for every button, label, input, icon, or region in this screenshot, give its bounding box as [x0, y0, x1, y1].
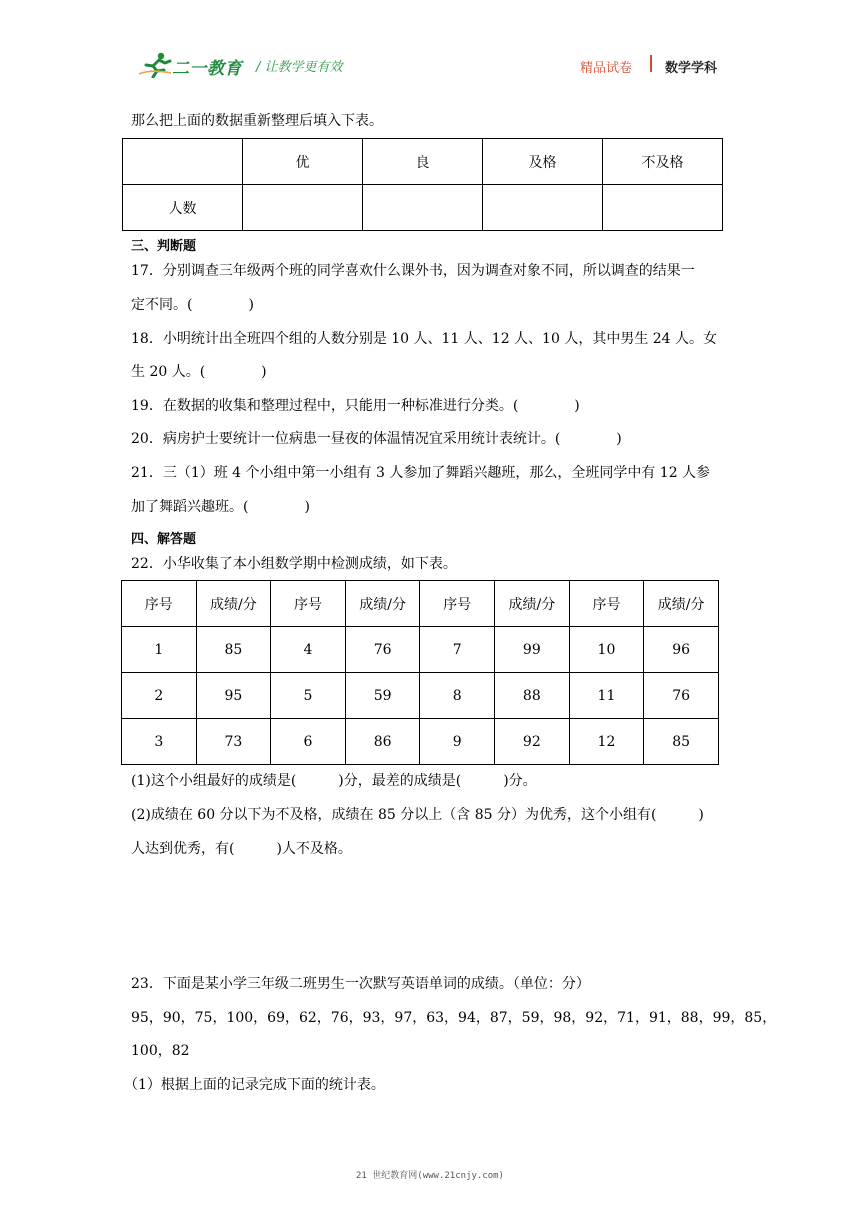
- question-23-scores-line-1: 95，90，75，100，69，62，76，93，97，63，94，87，59，98，92，71，91，88，99，85，: [131, 1010, 777, 1026]
- table-cell: 12: [569, 719, 644, 765]
- table-cell: 7: [420, 627, 495, 673]
- table-cell: 5: [271, 673, 346, 719]
- question-18-line-2: 生 20 人。( ): [131, 364, 267, 380]
- question-20: 20．病房护士要统计一位病患一昼夜的体温情况宜采用统计表统计。( ): [131, 431, 622, 447]
- page-footer: 21 世纪教育网(www.21cnjy.com): [356, 1171, 504, 1181]
- grade-summary-table: [122, 138, 723, 231]
- table-cell: 2: [122, 673, 197, 719]
- question-22-part-1: (1)这个小组最好的成绩是( )分，最差的成绩是( )分。: [131, 773, 537, 789]
- table-row-label: 人数: [123, 185, 243, 231]
- section-title-answers: 四、解答题: [131, 532, 197, 547]
- table-cell: 85: [196, 627, 271, 673]
- table-header-cell: 及格: [483, 139, 603, 185]
- table-cell: 88: [495, 673, 570, 719]
- section-title-judgement: 三、判断题: [131, 239, 197, 254]
- answer-cell[interactable]: [483, 185, 603, 231]
- answer-cell[interactable]: [243, 185, 363, 231]
- table-cell: 6: [271, 719, 346, 765]
- table-cell: 10: [569, 627, 644, 673]
- table-header-cell: 序号: [420, 581, 495, 627]
- question-23-intro: 23．下面是某小学三年级二班男生一次默写英语单词的成绩。（单位：分）: [131, 976, 590, 992]
- question-19: 19．在数据的收集和整理过程中，只能用一种标准进行分类。( ): [131, 398, 580, 414]
- table-cell: 76: [345, 627, 420, 673]
- table-cell: 8: [420, 673, 495, 719]
- header-tag-subject: 数学学科: [665, 61, 718, 76]
- question-22-part-2-line-1: (2)成绩在 60 分以下为不及格，成绩在 85 分以上（含 85 分）为优秀，这个小组有( ): [131, 807, 704, 823]
- table-cell: 99: [495, 627, 570, 673]
- question-18-line-1: 18．小明统计出全班四个组的人数分别是 10 人、11 人、12 人、10 人，其中男生 24 人。女: [131, 331, 718, 347]
- table-cell: 96: [644, 627, 719, 673]
- table-cell: 1: [122, 627, 197, 673]
- table-cell: 76: [644, 673, 719, 719]
- table-row: [123, 139, 723, 185]
- question-23-part-1: （1）根据上面的记录完成下面的统计表。: [124, 1077, 385, 1093]
- table-cell: 73: [196, 719, 271, 765]
- question-17-line-2: 定不同。( ): [131, 297, 254, 313]
- table-cell: 9: [420, 719, 495, 765]
- table-header-cell: 序号: [271, 581, 346, 627]
- table-row: [123, 185, 723, 231]
- table-row: [122, 627, 719, 673]
- question-17-line-1: 17．分别调查三年级两个班的同学喜欢什么课外书，因为调查对象不同，所以调查的结果一: [131, 263, 695, 279]
- table-cell: 59: [345, 673, 420, 719]
- runner-logo-icon: [137, 52, 173, 78]
- answer-cell[interactable]: [603, 185, 723, 231]
- logo-text: 二一教育: [172, 59, 242, 79]
- question-21-line-1: 21．三（1）班 4 个小组中第一小组有 3 人参加了舞蹈兴趣班，那么，全班同学中有 12 人参: [131, 465, 711, 481]
- question-22-part-2-line-2: 人达到优秀，有( )人不及格。: [131, 841, 352, 857]
- table-cell: 86: [345, 719, 420, 765]
- table-row: [122, 719, 719, 765]
- table-header-cell: [123, 139, 243, 185]
- table-cell: 4: [271, 627, 346, 673]
- table-cell: 3: [122, 719, 197, 765]
- question-22-intro: 22．小华收集了本小组数学期中检测成绩，如下表。: [131, 556, 457, 572]
- table-header-cell: 成绩/分: [345, 581, 420, 627]
- table-cell: 11: [569, 673, 644, 719]
- intro-line: 那么把上面的数据重新整理后填入下表。: [131, 113, 383, 129]
- table-row: [122, 581, 719, 627]
- table-header-cell: 序号: [122, 581, 197, 627]
- answer-cell[interactable]: [363, 185, 483, 231]
- question-21-line-2: 加了舞蹈兴趣班。( ): [131, 499, 310, 515]
- header-divider: [650, 55, 652, 72]
- table-cell: 92: [495, 719, 570, 765]
- score-table: [121, 580, 719, 765]
- table-header-cell: 良: [363, 139, 483, 185]
- table-cell: 95: [196, 673, 271, 719]
- table-cell: 85: [644, 719, 719, 765]
- table-header-cell: 成绩/分: [495, 581, 570, 627]
- header-tag-jingpin: 精品试卷: [580, 61, 633, 76]
- question-23-scores-line-2: 100，82: [131, 1043, 190, 1059]
- table-row: [122, 673, 719, 719]
- table-header-cell: 优: [243, 139, 363, 185]
- table-header-cell: 成绩/分: [644, 581, 719, 627]
- table-header-cell: 序号: [569, 581, 644, 627]
- slogan: / 让教学更有效: [256, 60, 343, 75]
- table-header-cell: 不及格: [603, 139, 723, 185]
- table-header-cell: 成绩/分: [196, 581, 271, 627]
